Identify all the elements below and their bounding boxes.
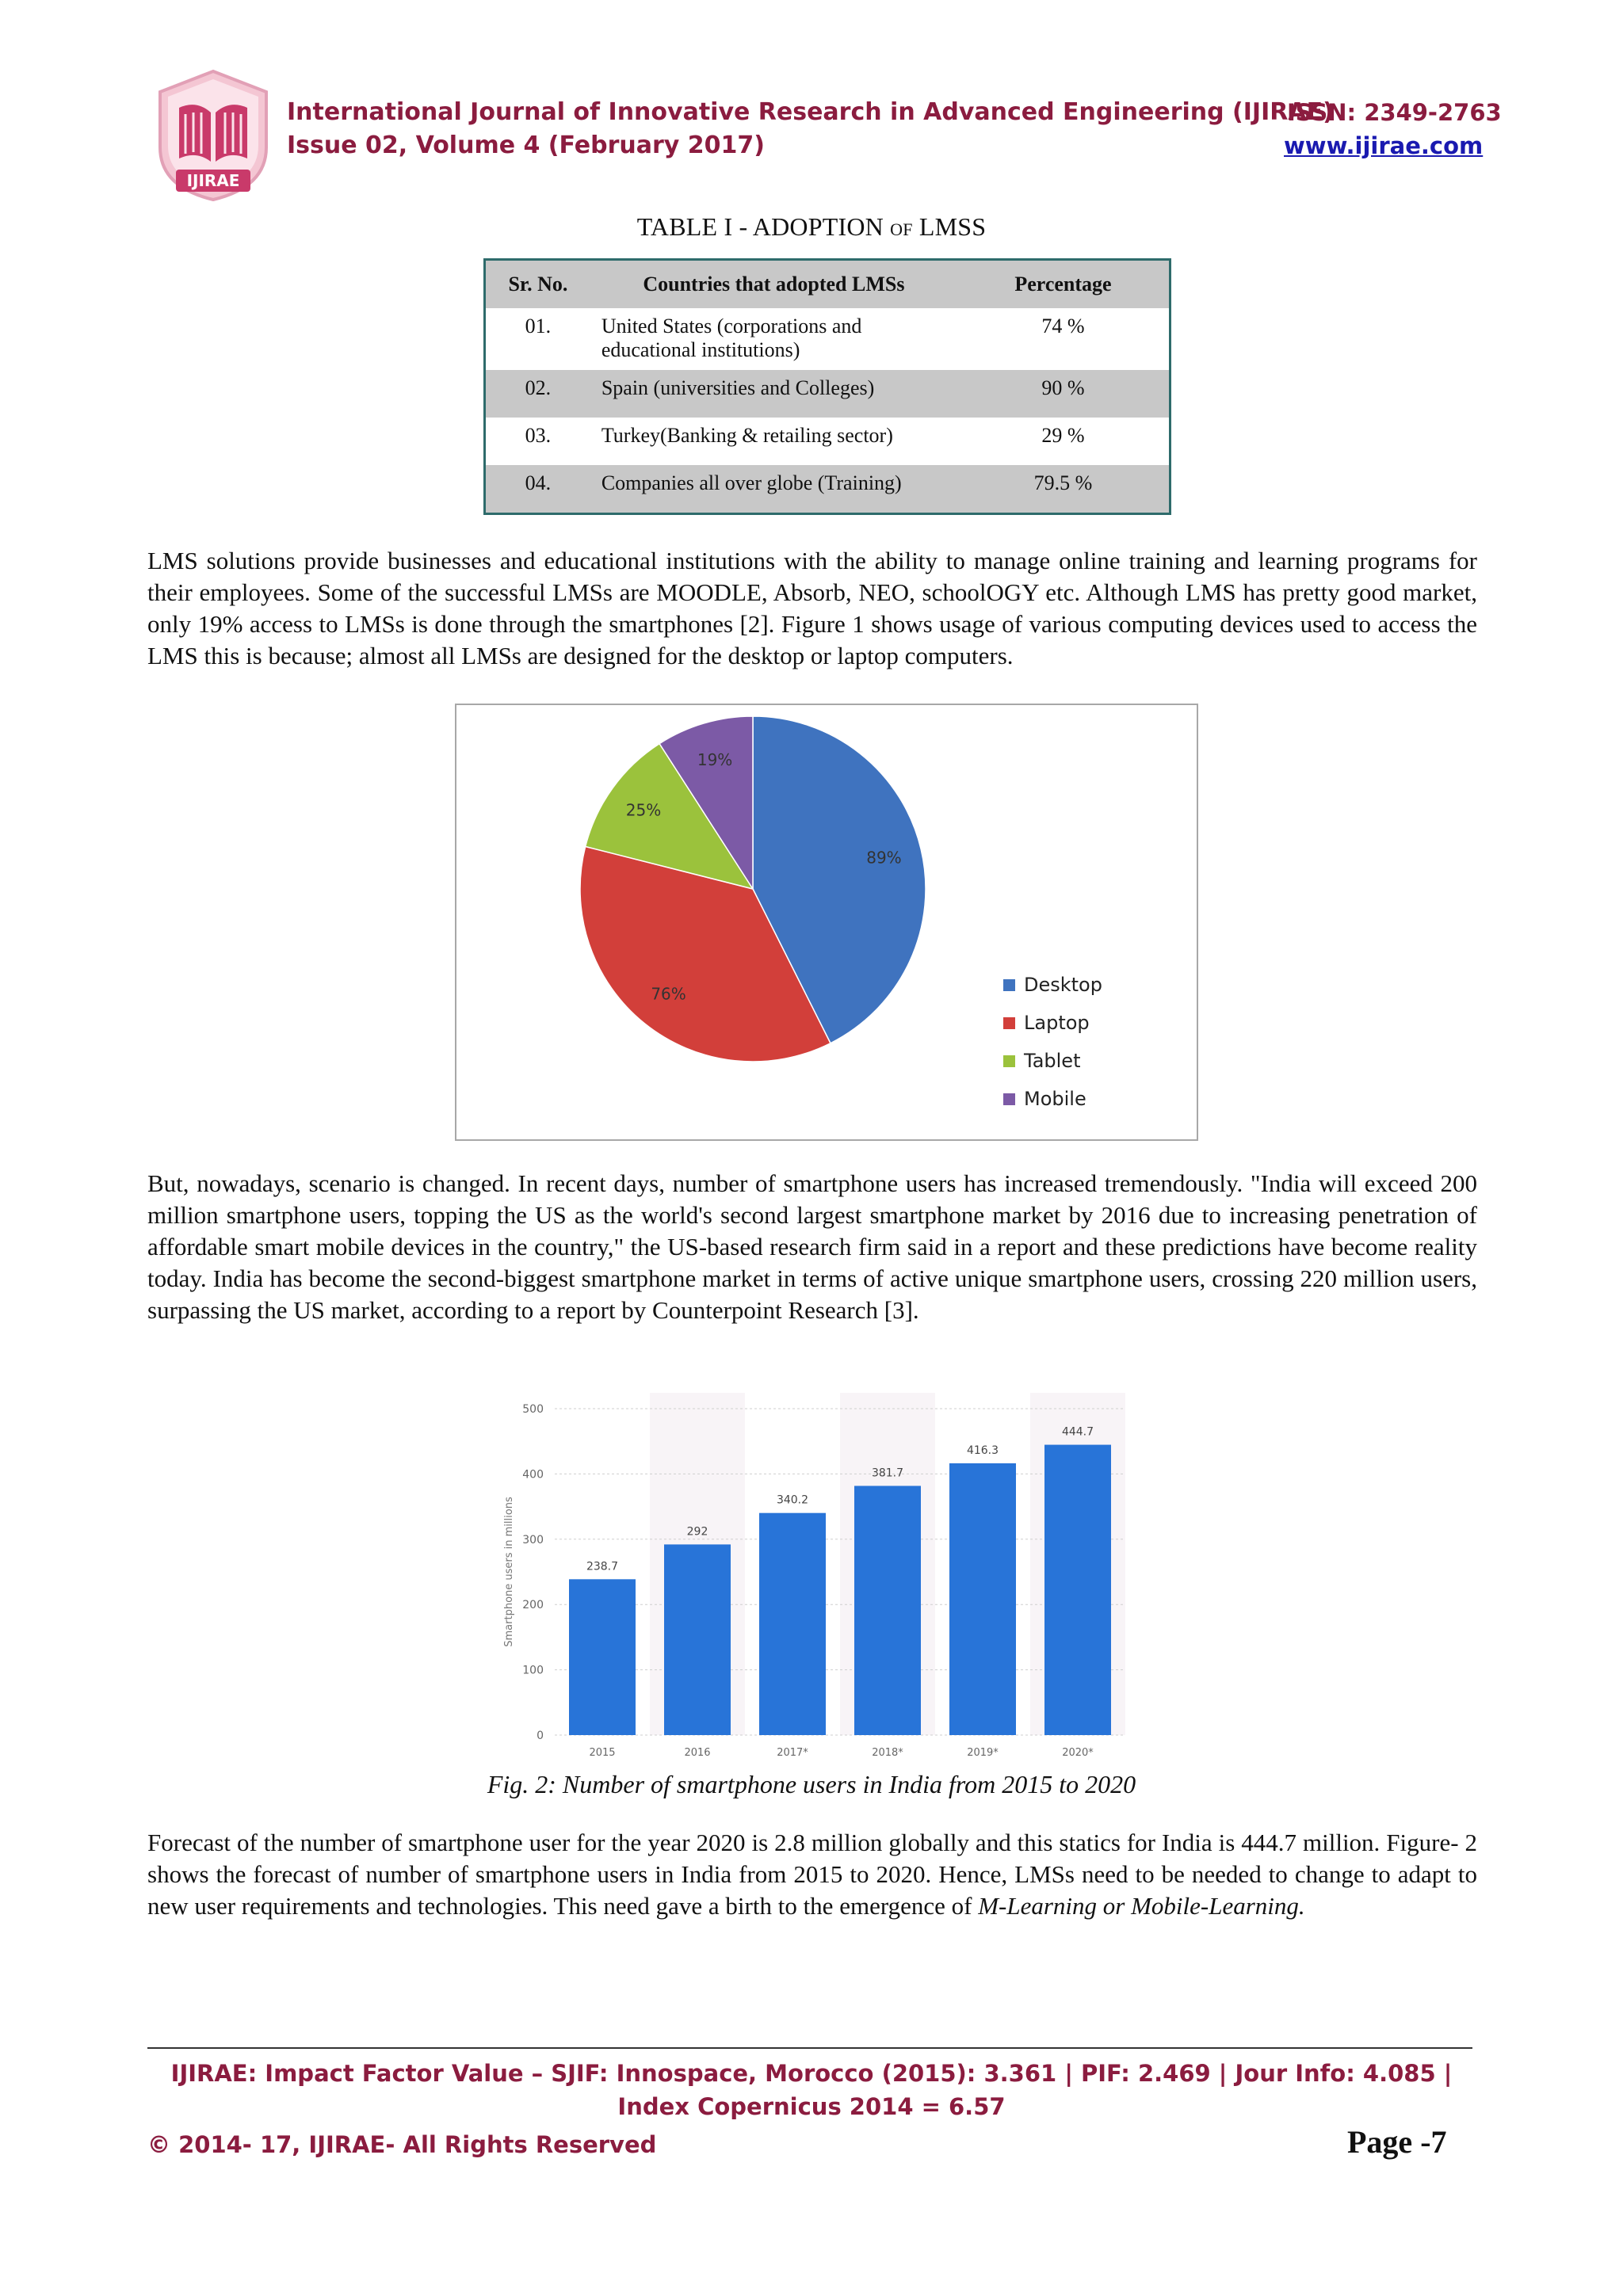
legend-label-laptop: Laptop <box>1024 1012 1090 1034</box>
legend-label-desktop: Desktop <box>1024 974 1102 996</box>
table-row <box>485 465 1170 514</box>
x-tick-label: 2018* <box>872 1747 903 1759</box>
col-header-percentage: Percentage <box>957 260 1170 309</box>
bar-2015 <box>569 1579 636 1735</box>
y-tick-label: 100 <box>522 1664 544 1677</box>
cell-sr: 01. <box>485 308 590 370</box>
y-tick-label: 300 <box>522 1533 544 1547</box>
legend-swatch-mobile <box>1003 1093 1015 1105</box>
bar-value-label: 381.7 <box>871 1466 904 1480</box>
bar-2020* <box>1044 1445 1111 1735</box>
x-tick-label: 2017* <box>777 1747 808 1759</box>
col-header-country: Countries that adopted LMSs <box>590 260 957 309</box>
page-number: Page -7 <box>1347 2124 1447 2160</box>
y-tick-label: 0 <box>537 1730 544 1742</box>
pie-label: 25% <box>625 800 662 820</box>
issn: ISSN: 2349-2763 <box>1287 99 1502 126</box>
cell-percentage: 90 % <box>957 370 1170 418</box>
pie-label: 19% <box>697 749 733 769</box>
x-tick-label: 2020* <box>1062 1747 1094 1759</box>
body-paragraph: But, nowadays, scenario is changed. In recent days, number of smartphone users has increased tremendously. "India will exceed 200 million smartphone users, topping the US as the world's second largest smartphone market by 2016 due to increasing penetration of affordable smart mobile devices in the country," the US-based research firm said in a report and these predictions have become reality today. India has become the second-biggest smartphone market in terms of active unique smartphone users, crossing 220 million users, surpassing the US market, according to a report by Counterpoint Research [3]. <box>147 1169 1477 1324</box>
col-header-sr: Sr. No. <box>485 260 590 309</box>
logo-text: IJIRAE <box>186 171 240 190</box>
legend-swatch-tablet <box>1003 1055 1015 1067</box>
bar-2018* <box>854 1486 921 1735</box>
issue-volume: Issue 02, Volume 4 (February 2017) <box>287 132 766 159</box>
pie-label: 76% <box>651 984 686 1004</box>
bar-value-label: 416.3 <box>966 1444 999 1457</box>
table-caption: TABLE I - ADOPTION OF LMSS <box>636 212 987 241</box>
cell-country: Spain (universities and Colleges) <box>590 370 957 418</box>
copyright-notice: © 2014- 17, IJIRAE- All Rights Reserved <box>147 2131 657 2158</box>
bar-2017* <box>759 1513 826 1735</box>
footer-divider <box>147 2047 1472 2049</box>
y-tick-label: 500 <box>522 1403 544 1416</box>
emphasis-text: M-Learning or Mobile-Learning. <box>978 1892 1305 1920</box>
bar-2019* <box>949 1463 1016 1735</box>
x-tick-label: 2015 <box>589 1747 616 1759</box>
footer-index-copernicus: Index Copernicus 2014 = 6.57 <box>617 2093 1006 2120</box>
table-header-row <box>485 260 1170 309</box>
pie-chart-svg <box>456 705 1197 1139</box>
figure-caption: Fig. 2: Number of smartphone users in India from 2015 to 2020 <box>487 1770 1136 1798</box>
pie-label: 89% <box>866 848 902 868</box>
journal-logo <box>147 68 279 203</box>
cell-sr: 03. <box>485 418 590 465</box>
device-usage-pie-chart <box>455 704 1198 1141</box>
table-row <box>485 418 1170 465</box>
cell-country: United States (corporations and educational institutions) <box>590 308 957 370</box>
website-link[interactable]: www.ijirae.com <box>1284 132 1484 159</box>
smartphone-users-bar-chart <box>491 1390 1165 1762</box>
cell-percentage: 29 % <box>957 418 1170 465</box>
cell-country: Companies all over globe (Training) <box>590 465 957 514</box>
legend-swatch-desktop <box>1003 979 1015 991</box>
cell-sr: 02. <box>485 370 590 418</box>
table-row <box>485 370 1170 418</box>
cell-country: Turkey(Banking & retailing sector) <box>590 418 957 465</box>
body-paragraph: Forecast of the number of smartphone user for the year 2020 is 2.8 million globally and this statics for India is 444.7 million. Figure- 2 shows the forecast of number of smartphone users in India from 2015 to 2020. Hence, LMSs need to be needed to change to adapt to new user requirements and technologies. This need gave a birth to the emergence of M-Learning or Mobile-Learning. <box>147 1829 1477 1920</box>
x-tick-label: 2019* <box>967 1747 999 1759</box>
bar-2016 <box>664 1544 731 1735</box>
lms-adoption-table <box>483 258 1171 515</box>
footer-impact-factor: IJIRAE: Impact Factor Value – SJIF: Innospace, Morocco (2015): 3.361 | PIF: 2.469 | Jour Info: 4.085 | <box>170 2060 1453 2087</box>
bar-value-label: 292 <box>686 1525 708 1539</box>
bar-value-label: 238.7 <box>586 1560 619 1573</box>
x-tick-label: 2016 <box>684 1747 711 1759</box>
y-tick-label: 200 <box>522 1599 544 1612</box>
y-tick-label: 400 <box>522 1468 544 1482</box>
legend-label-mobile: Mobile <box>1024 1088 1086 1110</box>
journal-title: International Journal of Innovative Research in Advanced Engineering (IJIRAE) <box>287 98 1334 126</box>
legend-swatch-laptop <box>1003 1017 1015 1029</box>
bar-value-label: 340.2 <box>776 1493 809 1507</box>
table-row <box>485 308 1170 370</box>
cell-percentage: 79.5 % <box>957 465 1170 514</box>
body-paragraph: LMS solutions provide businesses and educational institutions with the ability to manage online training and learning programs for their employees. Some of the successful LMSs are MOODLE, Absorb, NEO, schoolOGY etc. Although LMS has pretty good market, only 19% access to LMSs is done through the smartphones [2]. Figure 1 shows usage of various computing devices used to access the LMS this is because; almost all LMSs are designed for the desktop or laptop computers. <box>147 547 1477 669</box>
bar-value-label: 444.7 <box>1061 1425 1094 1439</box>
legend-label-tablet: Tablet <box>1024 1050 1081 1072</box>
y-axis-label: Smartphone users in millions <box>503 1497 515 1647</box>
cell-percentage: 74 % <box>957 308 1170 370</box>
cell-sr: 04. <box>485 465 590 514</box>
